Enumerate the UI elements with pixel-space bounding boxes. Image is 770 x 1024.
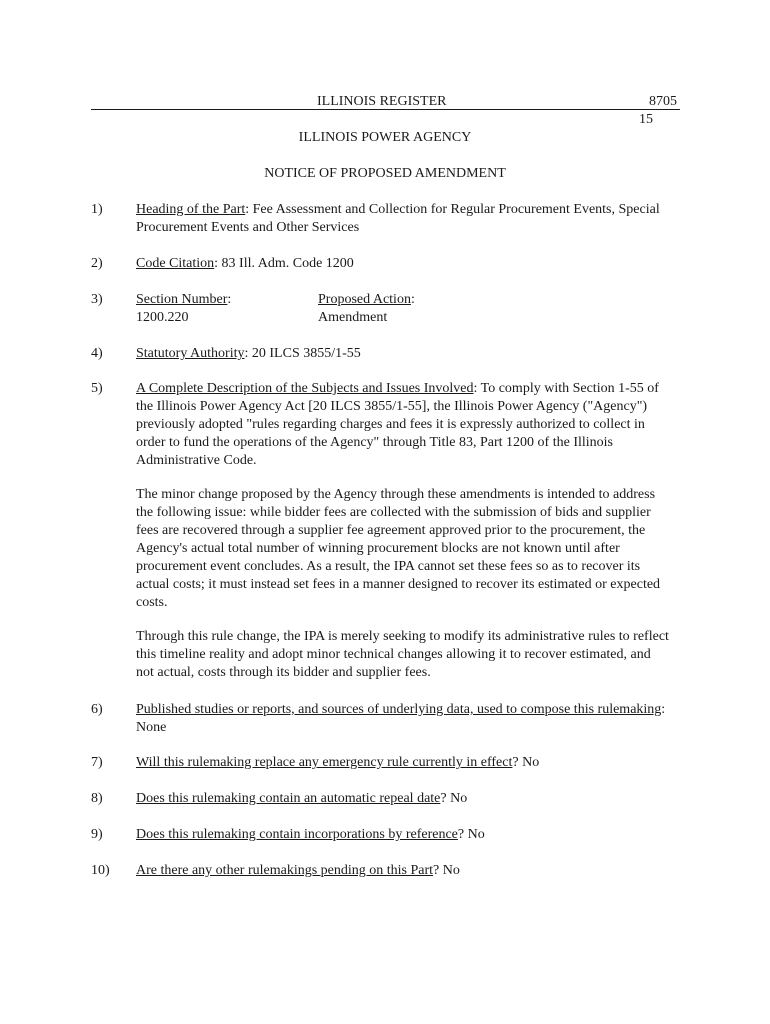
item-number: 10) <box>91 863 110 878</box>
item-number: 8) <box>91 791 103 806</box>
item-number: 7) <box>91 755 103 770</box>
proposed-action-value: Amendment <box>318 310 388 325</box>
paragraph-3: Through this rule change, the IPA is merely seeking to modify its administrative rules to reflect this timeline reality and adopt minor technical changes allowing it to recover estimated, and not actual, costs through its bidder and supplier fees. <box>136 629 669 680</box>
item-body: Section Number: 1200.220 Proposed Action: Amendment <box>136 291 671 327</box>
item-body <box>136 380 671 470</box>
item-text: : 83 Ill. Adm. Code 1200 <box>214 256 354 271</box>
item-body <box>136 201 671 237</box>
item-text: : To comply with Section 1-55 of the Illinois Power Agency Act [20 ILCS 3855/1-55], the Illinois Power Agency ("Agency") previously adopted "rules regarding charges and fees it is expressly authorized to collect in order to fund the operations of the Agency" through Title 83, Part 1200 of the Illinois Administrative Code. <box>136 381 659 468</box>
item-label: Published studies or reports, and sources of underlying data, used to compose this rulemaking <box>136 702 662 717</box>
paragraph <box>136 380 671 470</box>
proposed-action-label: Proposed Action <box>318 292 411 307</box>
item-body <box>136 862 671 880</box>
item-number: 6) <box>91 702 103 717</box>
item-label: Statutory Authority <box>136 346 245 361</box>
item-text: ? No <box>457 827 485 842</box>
item-label: Will this rulemaking replace any emergency rule currently in effect <box>136 755 513 770</box>
item-body <box>136 701 671 737</box>
item-label: Code Citation <box>136 256 215 271</box>
item-number: 4) <box>91 346 103 361</box>
item-body <box>136 790 671 808</box>
paragraph-2: The minor change proposed by the Agency through these amendments is intended to address the following issue: while bidder fees are collected with the submission of bids and supplier fees are recovered through a supplier fee agreement approved prior to the procurement, the Agency's actual total number of winning procurement blocks are not known until after procurement event concludes. As a result, the IPA cannot set these fees so as to recover its actual costs; it must instead set fees in a manner designed to recover its estimated or expected costs. <box>136 487 661 610</box>
item-label: Does this rulemaking contain an automatic repeal date <box>136 791 441 806</box>
item-text: ? No <box>440 791 468 806</box>
volume-number: 15 <box>639 112 653 127</box>
item-text: : 20 ILCS 3855/1-55 <box>244 346 361 361</box>
section-number-value: 1200.220 <box>136 310 189 325</box>
item-number: 9) <box>91 827 103 842</box>
item-body <box>136 754 671 772</box>
item-number: 1) <box>91 202 103 217</box>
item-text: : None <box>136 702 666 735</box>
register-title: ILLINOIS REGISTER <box>317 94 447 109</box>
item-number: 5) <box>91 381 103 396</box>
item-body <box>136 826 671 844</box>
item-body <box>136 345 671 363</box>
notice-title: NOTICE OF PROPOSED AMENDMENT <box>264 166 506 181</box>
item-number: 3) <box>91 292 103 307</box>
item-text: ? No <box>433 863 460 878</box>
item-number: 2) <box>91 256 103 271</box>
item-text: ? No <box>512 755 540 770</box>
item-label: Heading of the Part <box>136 202 246 217</box>
item-body <box>136 255 671 273</box>
agency-name: ILLINOIS POWER AGENCY <box>298 130 472 145</box>
section-number-label: Section Number <box>136 292 228 307</box>
item-label: A Complete Description of the Subjects and Issues Involved <box>136 381 474 396</box>
page-number: 8705 <box>649 94 677 109</box>
item-label: Are there any other rulemakings pending on this Part <box>136 863 434 878</box>
item-text: : Fee Assessment and Collection for Regular Procurement Events, Special Procurement Events and Other Services <box>136 202 660 235</box>
item-label: Does this rulemaking contain incorporations by reference <box>136 827 458 842</box>
